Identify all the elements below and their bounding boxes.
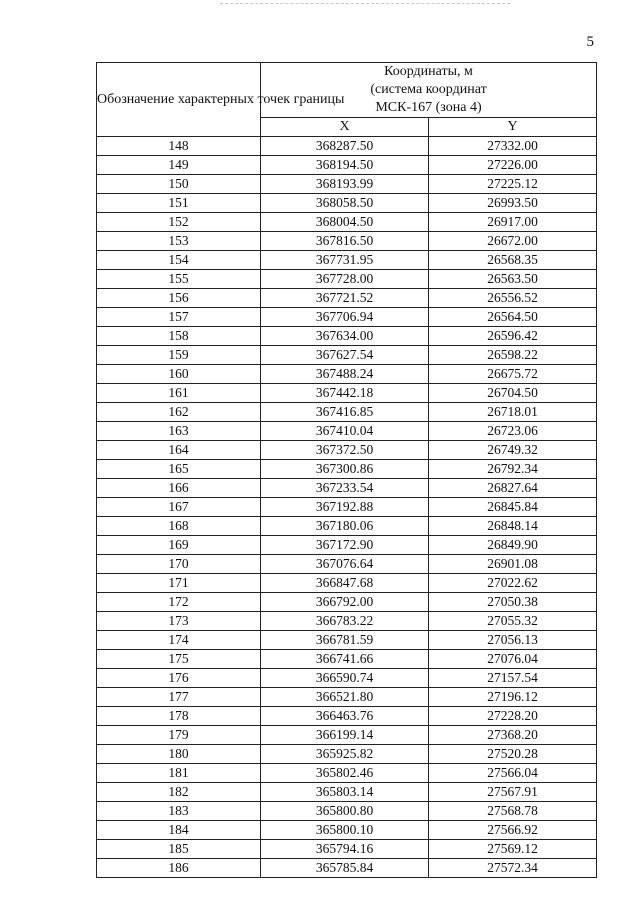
- point-id-cell: 179: [97, 726, 261, 745]
- y-coordinate-cell: 27568.78: [429, 802, 597, 821]
- x-coordinate-cell: 368194.50: [261, 156, 429, 175]
- y-coordinate-cell: 26993.50: [429, 194, 597, 213]
- y-coordinate-cell: 27226.00: [429, 156, 597, 175]
- point-id-cell: 173: [97, 612, 261, 631]
- y-coordinate-cell: 26845.84: [429, 498, 597, 517]
- x-coordinate-cell: 368058.50: [261, 194, 429, 213]
- x-coordinate-cell: 366741.66: [261, 650, 429, 669]
- table-row: [97, 764, 597, 783]
- x-coordinate-cell: 367488.24: [261, 365, 429, 384]
- x-coordinate-cell: 365800.80: [261, 802, 429, 821]
- y-coordinate-cell: 27076.04: [429, 650, 597, 669]
- table-row: [97, 517, 597, 536]
- y-coordinate-cell: 26901.08: [429, 555, 597, 574]
- point-id-cell: 157: [97, 308, 261, 327]
- scan-artifact-line: [220, 3, 510, 5]
- y-coordinate-cell: 26848.14: [429, 517, 597, 536]
- x-coordinate-cell: 366463.76: [261, 707, 429, 726]
- table-row: [97, 479, 597, 498]
- point-id-cell: 164: [97, 441, 261, 460]
- table-row: [97, 574, 597, 593]
- table-row: [97, 612, 597, 631]
- x-coordinate-cell: 365800.10: [261, 821, 429, 840]
- point-id-cell: 166: [97, 479, 261, 498]
- table-row: [97, 346, 597, 365]
- x-coordinate-cell: 365785.84: [261, 859, 429, 878]
- point-id-cell: 154: [97, 251, 261, 270]
- y-coordinate-cell: 27050.38: [429, 593, 597, 612]
- y-coordinate-cell: 27566.04: [429, 764, 597, 783]
- point-id-cell: 185: [97, 840, 261, 859]
- y-coordinate-cell: 26849.90: [429, 536, 597, 555]
- table-row: [97, 726, 597, 745]
- point-id-cell: 148: [97, 137, 261, 156]
- x-coordinate-cell: 367416.85: [261, 403, 429, 422]
- y-coordinate-cell: 26723.06: [429, 422, 597, 441]
- point-id-cell: 183: [97, 802, 261, 821]
- y-coordinate-cell: 27569.12: [429, 840, 597, 859]
- y-coordinate-cell: 27022.62: [429, 574, 597, 593]
- x-coordinate-cell: 367180.06: [261, 517, 429, 536]
- y-coordinate-cell: 27332.00: [429, 137, 597, 156]
- y-coordinate-cell: 27520.28: [429, 745, 597, 764]
- y-coordinate-cell: 26718.01: [429, 403, 597, 422]
- x-coordinate-cell: 367706.94: [261, 308, 429, 327]
- coordinates-table-body: [97, 137, 597, 878]
- table-row: [97, 650, 597, 669]
- x-coordinate-cell: 366792.00: [261, 593, 429, 612]
- y-coordinate-cell: 26749.32: [429, 441, 597, 460]
- table-row: [97, 270, 597, 289]
- table-row: [97, 441, 597, 460]
- table-row: [97, 365, 597, 384]
- x-coordinate-cell: 368193.99: [261, 175, 429, 194]
- x-coordinate-cell: 365925.82: [261, 745, 429, 764]
- point-id-cell: 155: [97, 270, 261, 289]
- y-coordinate-cell: 27566.92: [429, 821, 597, 840]
- table-row: [97, 859, 597, 878]
- table-row: [97, 840, 597, 859]
- header-coordinates-line2: (система координат: [370, 82, 487, 97]
- x-coordinate-cell: 367728.00: [261, 270, 429, 289]
- y-coordinate-cell: 27225.12: [429, 175, 597, 194]
- coordinates-table: [96, 62, 597, 878]
- point-id-cell: 172: [97, 593, 261, 612]
- y-coordinate-cell: 27157.54: [429, 669, 597, 688]
- table-row: [97, 669, 597, 688]
- x-coordinate-cell: 368287.50: [261, 137, 429, 156]
- table-row: [97, 631, 597, 650]
- point-id-cell: 150: [97, 175, 261, 194]
- point-id-cell: 180: [97, 745, 261, 764]
- y-coordinate-cell: 27055.32: [429, 612, 597, 631]
- x-coordinate-cell: 367233.54: [261, 479, 429, 498]
- x-coordinate-cell: 366590.74: [261, 669, 429, 688]
- page-number: 5: [586, 34, 594, 50]
- point-id-cell: 149: [97, 156, 261, 175]
- table-row: [97, 536, 597, 555]
- y-coordinate-cell: 27228.20: [429, 707, 597, 726]
- x-coordinate-cell: 367172.90: [261, 536, 429, 555]
- point-id-cell: 158: [97, 327, 261, 346]
- y-coordinate-cell: 27567.91: [429, 783, 597, 802]
- point-id-cell: 184: [97, 821, 261, 840]
- y-coordinate-cell: 26564.50: [429, 308, 597, 327]
- point-id-cell: 168: [97, 517, 261, 536]
- x-coordinate-cell: 367442.18: [261, 384, 429, 403]
- table-row: [97, 403, 597, 422]
- point-id-cell: 152: [97, 213, 261, 232]
- point-id-cell: 181: [97, 764, 261, 783]
- table-row: [97, 308, 597, 327]
- table-row: [97, 688, 597, 707]
- x-coordinate-cell: 367300.86: [261, 460, 429, 479]
- point-id-cell: 182: [97, 783, 261, 802]
- point-id-cell: 151: [97, 194, 261, 213]
- x-coordinate-cell: 367076.64: [261, 555, 429, 574]
- point-id-cell: 159: [97, 346, 261, 365]
- table-row: [97, 175, 597, 194]
- header-y: Y: [429, 118, 597, 137]
- table-row: [97, 194, 597, 213]
- y-coordinate-cell: 26568.35: [429, 251, 597, 270]
- y-coordinate-cell: 27056.13: [429, 631, 597, 650]
- y-coordinate-cell: 26675.72: [429, 365, 597, 384]
- x-coordinate-cell: 368004.50: [261, 213, 429, 232]
- x-coordinate-cell: 366521.80: [261, 688, 429, 707]
- header-coordinates-line1: Координаты, м: [384, 64, 473, 79]
- x-coordinate-cell: 365803.14: [261, 783, 429, 802]
- x-coordinate-cell: 367372.50: [261, 441, 429, 460]
- y-coordinate-cell: 27368.20: [429, 726, 597, 745]
- point-id-cell: 163: [97, 422, 261, 441]
- header-coordinates-line3: МСК-167 (зона 4): [375, 100, 482, 115]
- header-coordinates: [261, 63, 597, 118]
- x-coordinate-cell: 365802.46: [261, 764, 429, 783]
- x-coordinate-cell: 367634.00: [261, 327, 429, 346]
- point-id-cell: 160: [97, 365, 261, 384]
- point-id-cell: 174: [97, 631, 261, 650]
- point-id-cell: 176: [97, 669, 261, 688]
- y-coordinate-cell: 26827.64: [429, 479, 597, 498]
- x-coordinate-cell: 366781.59: [261, 631, 429, 650]
- point-id-cell: 175: [97, 650, 261, 669]
- table-row: [97, 498, 597, 517]
- table-row: [97, 156, 597, 175]
- point-id-cell: 156: [97, 289, 261, 308]
- table-row: [97, 422, 597, 441]
- table-row: [97, 821, 597, 840]
- point-id-cell: 153: [97, 232, 261, 251]
- header-point-designation: Обозначение характерных точек границы: [97, 63, 261, 137]
- y-coordinate-cell: 26598.22: [429, 346, 597, 365]
- point-id-cell: 177: [97, 688, 261, 707]
- table-row: [97, 232, 597, 251]
- y-coordinate-cell: 26917.00: [429, 213, 597, 232]
- x-coordinate-cell: 366847.68: [261, 574, 429, 593]
- point-id-cell: 167: [97, 498, 261, 517]
- x-coordinate-cell: 365794.16: [261, 840, 429, 859]
- point-id-cell: 170: [97, 555, 261, 574]
- table-row: [97, 251, 597, 270]
- table-row: [97, 555, 597, 574]
- point-id-cell: 178: [97, 707, 261, 726]
- x-coordinate-cell: 366783.22: [261, 612, 429, 631]
- point-id-cell: 171: [97, 574, 261, 593]
- x-coordinate-cell: 367410.04: [261, 422, 429, 441]
- table-row: [97, 707, 597, 726]
- y-coordinate-cell: 26704.50: [429, 384, 597, 403]
- x-coordinate-cell: 367192.88: [261, 498, 429, 517]
- point-id-cell: 165: [97, 460, 261, 479]
- table-row: [97, 384, 597, 403]
- point-id-cell: 162: [97, 403, 261, 422]
- y-coordinate-cell: 27572.34: [429, 859, 597, 878]
- point-id-cell: 186: [97, 859, 261, 878]
- table-row: [97, 783, 597, 802]
- table-row: [97, 745, 597, 764]
- table-row: [97, 802, 597, 821]
- y-coordinate-cell: 26563.50: [429, 270, 597, 289]
- x-coordinate-cell: 367816.50: [261, 232, 429, 251]
- table-row: [97, 137, 597, 156]
- x-coordinate-cell: 367731.95: [261, 251, 429, 270]
- table-row: [97, 289, 597, 308]
- y-coordinate-cell: 26792.34: [429, 460, 597, 479]
- x-coordinate-cell: 367721.52: [261, 289, 429, 308]
- y-coordinate-cell: 26672.00: [429, 232, 597, 251]
- x-coordinate-cell: 366199.14: [261, 726, 429, 745]
- header-x: X: [261, 118, 429, 137]
- point-id-cell: 169: [97, 536, 261, 555]
- table-row: [97, 593, 597, 612]
- y-coordinate-cell: 26596.42: [429, 327, 597, 346]
- y-coordinate-cell: 26556.52: [429, 289, 597, 308]
- x-coordinate-cell: 367627.54: [261, 346, 429, 365]
- table-row: [97, 327, 597, 346]
- y-coordinate-cell: 27196.12: [429, 688, 597, 707]
- table-row: [97, 460, 597, 479]
- table-row: [97, 213, 597, 232]
- point-id-cell: 161: [97, 384, 261, 403]
